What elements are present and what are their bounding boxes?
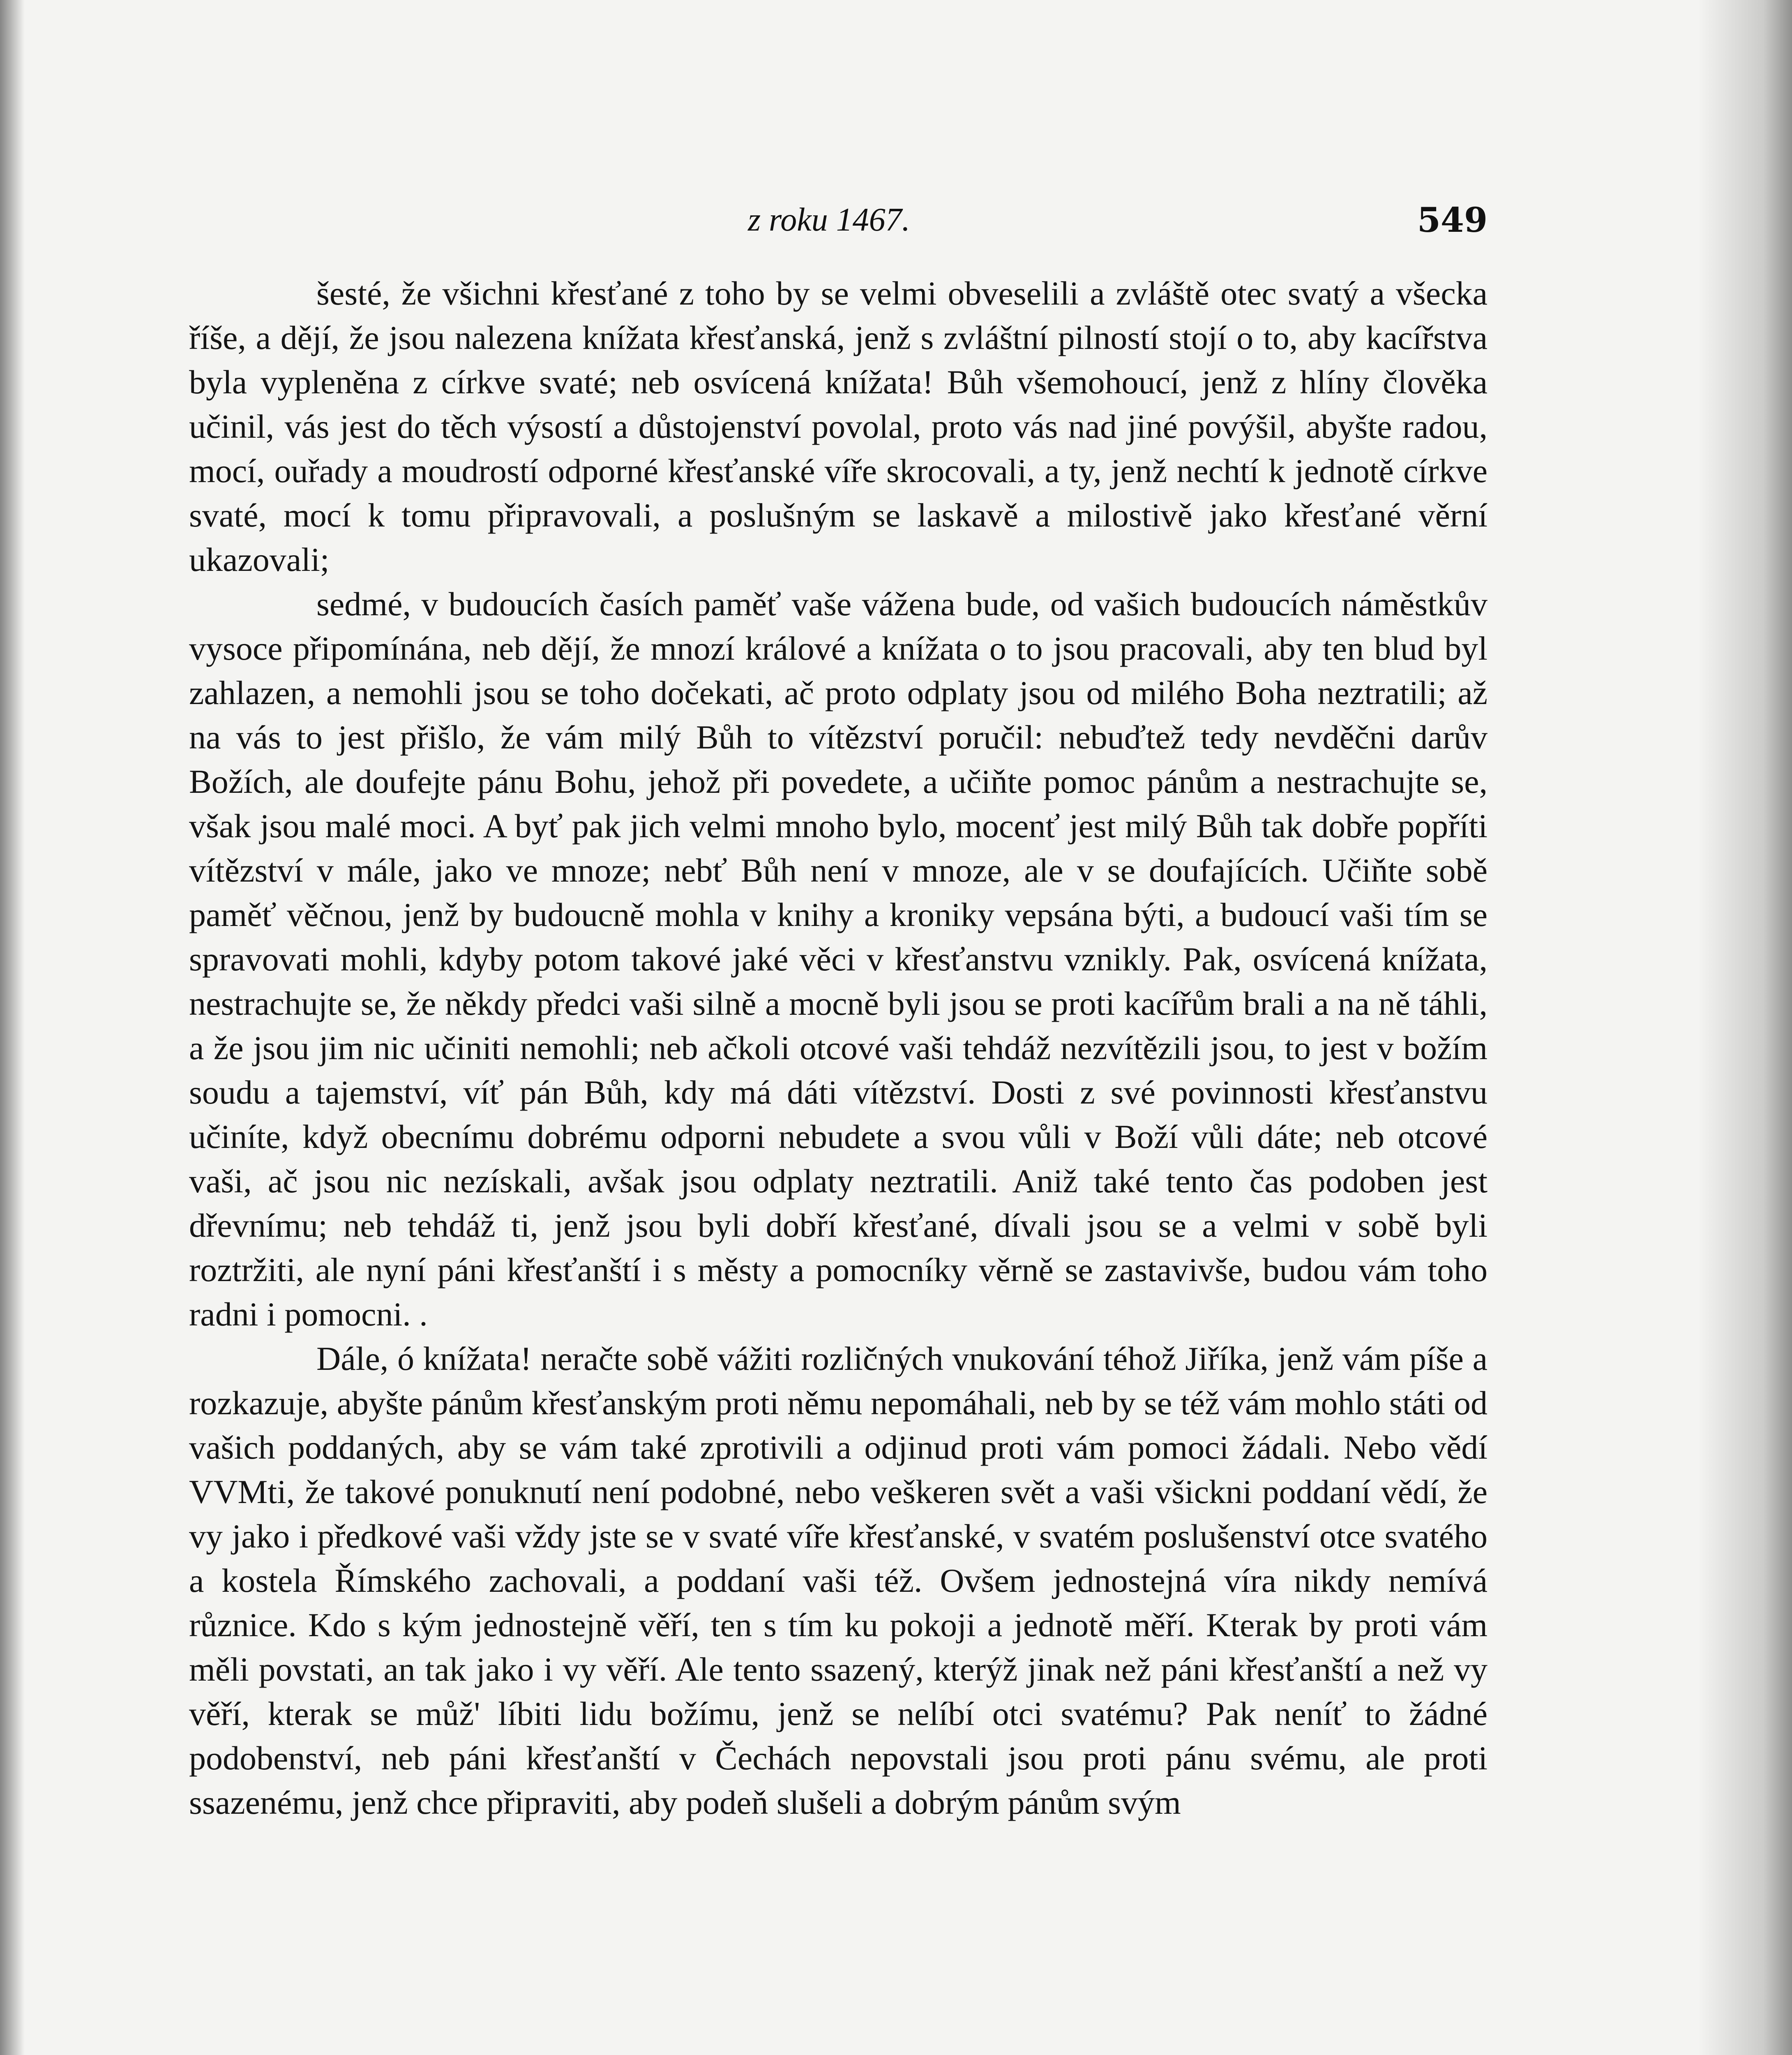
- page-edge-shadow-right: [1697, 0, 1792, 2055]
- paragraph-1: šesté, že všichni křesťané z toho by se velmi obveselili a zvláště otec svatý a všecka říše, a dějí, že jsou nalezena knížata křesťanská, jenž s zvláštní pilností stojí o to, aby kacířstva byla vypleněna z církve svaté; neb osvícená knížata! Bůh všemohoucí, jenž z hlíny člověka učinil, vás jest do těch výsostí a důstojenství povolal, proto vás nad jiné povýšil, abyšte radou, mocí, ouřady a moudrostí odporné křesťanské víře skrocovali, a ty, jenž nechtí k jednotě církve svaté, mocí k tomu připravovali, a poslušným se laskavě a milostivě jako křesťané věrní ukazovali;: [189, 275, 1488, 578]
- body-text: [189, 271, 1488, 1825]
- page-header: [189, 193, 1488, 251]
- page-number: 549: [1417, 201, 1488, 240]
- running-title: z roku 1467.: [748, 202, 910, 238]
- paragraph-3: Dále, ó knížata! neračte sobě vážiti rozličných vnukování téhož Jiříka, jenž vám píše a rozkazuje, abyšte pánům křesťanským proti němu nepomáhali, neb by se též vám mohlo státi od vašich poddaných, aby se vám také zprotivili a odjinud proti vám pomoci žádali. Nebo vědí VVMti, že takové ponuknutí není podobné, nebo veškeren svět a vaši všickni poddaní vědí, že vy jako i předkové vaši vždy jste se v svaté víře křesťanské, v svatém poslušenství otce svatého a kostela Římského zachovali, a poddaní vaši též. Ovšem jednostejná víra nikdy nemívá různice. Kdo s kým jednostejně věří, ten s tím ku pokoji a jednotě měří. Kterak by proti vám měli povstati, an tak jako i vy věří. Ale tento ssazený, kterýž jinak než páni křesťanští a než vy věří, kterak se můž' líbiti lidu božímu, jenž se nelíbí otci svatému? Pak neníť to žádné podobenství, neb páni křesťanští v Čechách nepovstali jsou proti pánu svému, ale proti ssazenému, jenž chce připraviti, aby podeň slušeli a dobrým pánům svým: [189, 1340, 1488, 1821]
- page-edge-shadow-left: [0, 0, 25, 2055]
- paragraph-2: sedmé, v budoucích časích paměť vaše vážena bude, od vašich budoucích náměstkův vysoce připomínána, neb dějí, že mnozí králové a knížata o to jsou pracovali, aby ten blud byl zahlazen, a nemohli jsou se toho dočekati, ač proto odplaty jsou od milého Boha neztratili; až na vás to jest přišlo, že vám milý Bůh to vítězství poručil: nebuďtež tedy nevděčni darův Božích, ale doufejte pánu Bohu, jehož při povedete, a učiňte pomoc pánům a nestrachujte se, však jsou malé moci. A byť pak jich velmi mnoho bylo, mocenť jest milý Bůh tak dobře popříti vítězství v mále, jako ve mnoze; nebť Bůh není v mnoze, ale v se doufajících. Učiňte sobě paměť věčnou, jenž by budoucně mohla v knihy a kroniky vepsána býti, a budoucí vaši tím se spravovati mohli, kdyby potom takové jaké věci v křesťanstvu vznikly. Pak, osvícená knížata, nestrachujte se, že někdy předci vaši silně a mocně byli jsou se proti kacířům brali a na ně táhli, a že jsou jim nic učiniti nemohli; neb ačkoli otcové vaši tehdáž nezvítězili jsou, to jest v božím soudu a tajemství, víť pán Bůh, kdy má dáti vítězství. Dosti z své povinnosti křesťanstvu učiníte, když obecnímu dobrému odporni nebudete a svou vůli v Boží vůli dáte; neb otcové vaši, ač jsou nic nezískali, avšak jsou odplaty neztratili. Aniž také tento čas podoben jest dřevnímu; neb tehdáž ti, jenž jsou byli dobří křesťané, dívali jsou se a velmi v sobě byli roztržiti, ale nyní páni křesťanští i s městy a pomocníky věrně se zastavivše, budou vám toho radni i pomocni. .: [189, 585, 1488, 1333]
